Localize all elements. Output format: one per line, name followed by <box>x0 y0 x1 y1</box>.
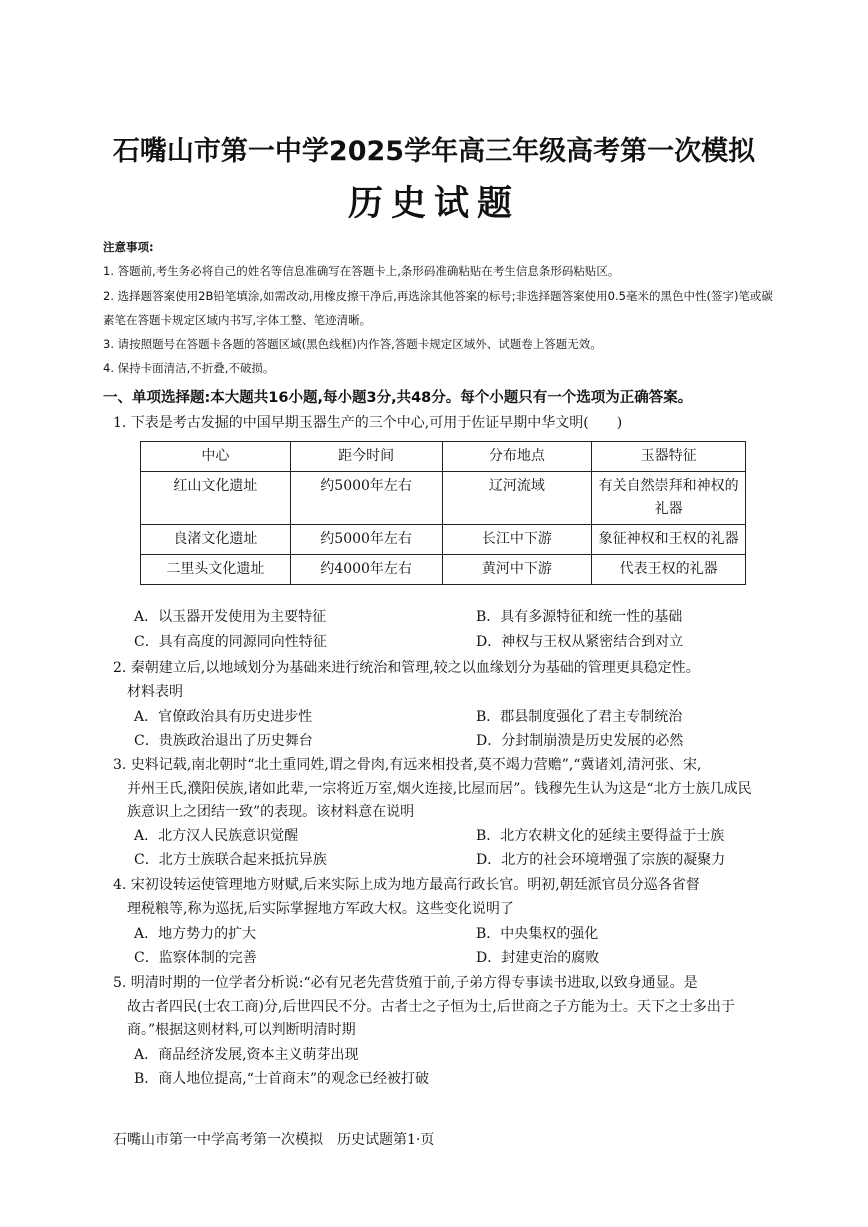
q4-option-b: B．中央集权的强化 <box>476 926 599 942</box>
q2-option-b: B．郡县制度强化了君主专制统治 <box>476 709 683 725</box>
notice-item-4: 4. 保持卡面清洁,不折叠,不破损。 <box>103 361 275 375</box>
table-cell: 约5000年左右 <box>290 472 442 525</box>
page-footer: 石嘴山市第一中学高考第一次模拟 历史试题第1·页 <box>113 1132 435 1148</box>
q3-option-d: D．北方的社会环境增强了宗族的凝聚力 <box>476 852 726 868</box>
q1-option-b: B．具有多源特征和统一性的基础 <box>476 609 683 625</box>
table-cell: 约5000年左右 <box>290 525 442 555</box>
table-header-row <box>141 442 746 472</box>
section-title: 一、单项选择题:本大题共16小题,每小题3分,共48分。每个小题只有一个选项为正确答案。 <box>103 390 693 406</box>
question-4-stem <box>113 874 763 921</box>
q3-option-b: B．北方农耕文化的延续主要得益于士族 <box>476 828 725 844</box>
table-header-cell: 分布地点 <box>442 442 592 472</box>
q5-option-a: A．商品经济发展,资本主义萌芽出现 <box>134 1047 359 1063</box>
q3-option-c: C．北方士族联合起来抵抗异族 <box>134 852 327 868</box>
table-header-cell: 中心 <box>141 442 291 472</box>
table-cell: 良渚文化遗址 <box>141 525 291 555</box>
q4-option-c: C．监察体制的完善 <box>134 950 257 966</box>
notice-item-1: 1. 答题前,考生务必将自己的姓名等信息准确写在答题卡上,条形码准确粘贴在考生信息条形码粘贴区。 <box>103 264 620 278</box>
q3-option-a: A．北方汉人民族意识觉醒 <box>134 828 299 844</box>
q5-option-b: B．商人地位提高,“士首商末”的观念已经被打破 <box>134 1071 430 1087</box>
question-1-stem: 1. 下表是考古发掘的中国早期玉器生产的三个中心,可用于佐证早期中华文明( ) <box>113 415 623 431</box>
q2-option-d: D．分封制崩溃是历史发展的必然 <box>476 733 684 749</box>
q2-option-a: A．官僚政治具有历史进步性 <box>134 709 313 725</box>
question-5-stem-cont: 故古者四民(士农工商)分,后世四民不分。古者士之子恒为士,后世商之子方能为士。天下之士多出于商。”根据这则材料,可以判断明清时期 <box>127 998 735 1038</box>
question-4-stem-line: 4. 宋初设转运使管理地方财赋,后来实际上成为地方最高行政长官。明初,朝廷派官员分巡各省督 <box>113 877 700 893</box>
table-header-cell: 玉器特征 <box>592 442 746 472</box>
q4-option-d: D．封建吏治的腐败 <box>476 950 600 966</box>
question-2-stem-cont: 材料表明 <box>127 683 183 700</box>
question-4-stem-cont: 理税粮等,称为巡抚,后实际掌握地方军政大权。这些变化说明了 <box>127 900 514 917</box>
question-3-stem-cont: 并州王氏,濮阳侯族,诸如此辈,一宗将近万室,烟火连接,比屋而居”。钱穆先生认为这是“北方士族几成民族意识上之团结一致”的表现。该材料意在说明 <box>127 780 752 820</box>
q1-option-d: D．神权与王权从紧密结合到对立 <box>476 634 684 650</box>
jade-centers-table <box>140 441 746 585</box>
table-cell: 长江中下游 <box>442 525 592 555</box>
notice-heading: 注意事项: <box>103 240 154 254</box>
table-cell: 约4000年左右 <box>290 555 442 585</box>
question-5-stem-line: 5. 明清时期的一位学者分析说:“必有兄老先营货殖于前,子弟方得专事读书进取,以致身通显。是 <box>113 975 698 991</box>
q2-option-c: C．贵族政治退出了历史舞台 <box>134 733 313 749</box>
question-3-stem <box>113 754 763 825</box>
table-cell: 象征神权和王权的礼器 <box>592 525 746 555</box>
table-cell: 红山文化遗址 <box>141 472 291 525</box>
table-cell: 代表王权的礼器 <box>592 555 746 585</box>
table-header-cell: 距今时间 <box>290 442 442 472</box>
q1-option-c: C．具有高度的同源同向性特征 <box>134 634 327 650</box>
question-2-stem <box>113 657 763 704</box>
notice-item-3: 3. 请按照题号在答题卡各题的答题区域(黑色线框)内作答,答题卡规定区域外、试题卷上答题无效。 <box>103 337 602 351</box>
q1-option-a: A．以玉器开发使用为主要特征 <box>134 609 327 625</box>
question-2-stem-line: 2. 秦朝建立后,以地域划分为基础来进行统治和管理,较之以血缘划分为基础的管理更具稳定性。 <box>113 660 700 676</box>
q4-option-a: A．地方势力的扩大 <box>134 926 257 942</box>
table-row <box>141 555 746 585</box>
subject-title: 历史试题 <box>347 183 520 224</box>
exam-title: 石嘴山市第一中学2025学年高三年级高考第一次模拟 <box>112 136 756 167</box>
table-cell: 黄河中下游 <box>442 555 592 585</box>
table-row <box>141 472 746 525</box>
table-cell: 辽河流域 <box>442 472 592 525</box>
notice-item-2: 2. 选择题答案使用2B铅笔填涂,如需改动,用橡皮擦干净后,再选涂其他答案的标号;非选择题答案使用0.5毫米的黑色中性(签字)笔或碳素笔在答题卡规定区域内书写,字体工整、笔迹清晰。 <box>103 289 773 327</box>
table-row <box>141 525 746 555</box>
table-cell: 有关自然崇拜和神权的礼器 <box>592 472 746 525</box>
question-3-stem-line: 3. 史料记载,南北朝时“北土重同姓,谓之骨肉,有远来相投者,莫不竭力营赡”,“冀诸刘,清河张、宋, <box>113 757 702 773</box>
question-5-stem <box>113 972 763 1043</box>
table-cell: 二里头文化遗址 <box>141 555 291 585</box>
